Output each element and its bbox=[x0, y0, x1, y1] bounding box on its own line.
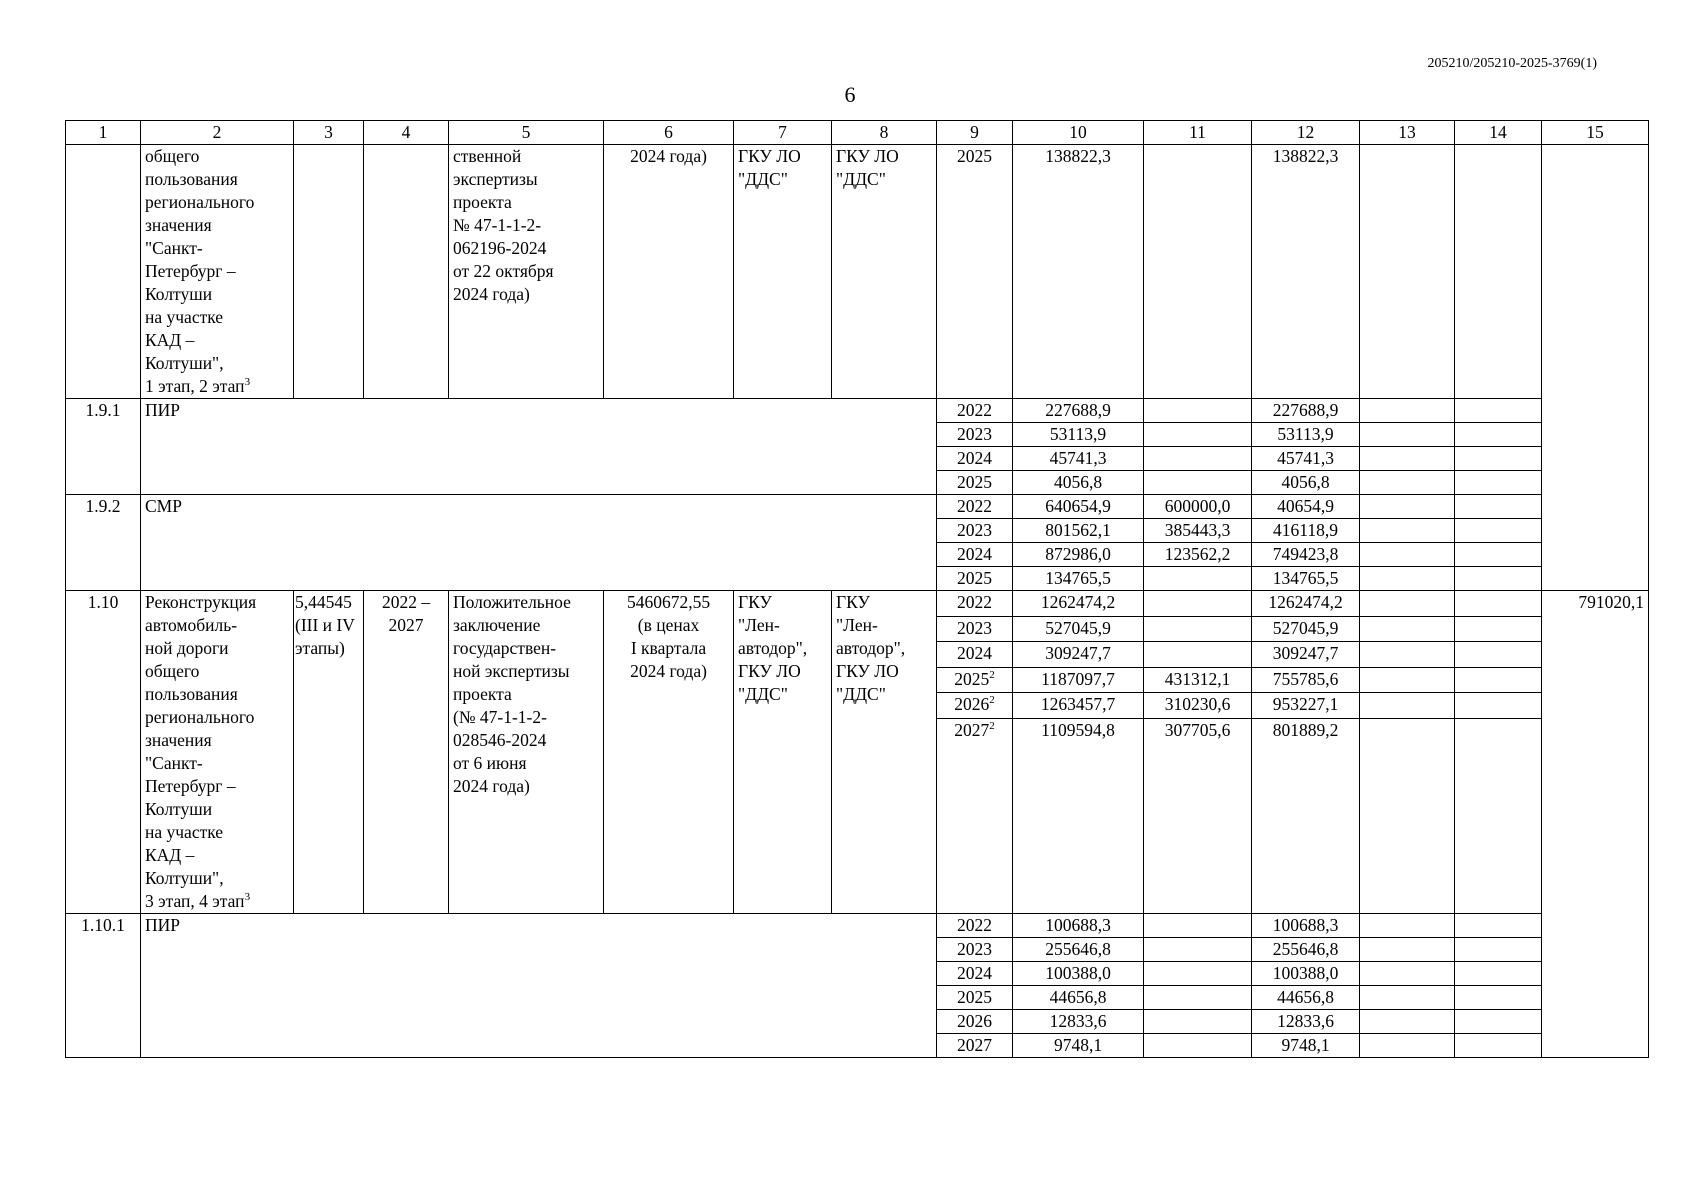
year-cell: 2024 bbox=[937, 642, 1013, 668]
col13-cell bbox=[1360, 447, 1455, 471]
object-period: 2022 – 2027 bbox=[364, 591, 449, 914]
object-1-9-continuation-row bbox=[66, 145, 1649, 399]
year-cell: 2026 bbox=[937, 1010, 1013, 1034]
federal-cell bbox=[1144, 1034, 1252, 1058]
federal-cell: 307705,6 bbox=[1144, 718, 1252, 913]
col13-cell bbox=[1360, 471, 1455, 495]
col13-cell bbox=[1360, 718, 1455, 913]
col13-cell bbox=[1360, 543, 1455, 567]
col14-cell bbox=[1455, 399, 1542, 423]
year-cell: 2022 bbox=[937, 399, 1013, 423]
federal-cell: 385443,3 bbox=[1144, 519, 1252, 543]
regional-cell: 527045,9 bbox=[1252, 616, 1360, 642]
federal-cell bbox=[1144, 642, 1252, 668]
section-label: СМР bbox=[141, 495, 937, 591]
year-cell: 2025$^2$ bbox=[937, 667, 1013, 693]
regional-cell: 953227,1 bbox=[1252, 693, 1360, 719]
federal-cell bbox=[1144, 962, 1252, 986]
cont-name: общего пользования регионального значения "Санкт- Петербург – Колтуши на участке КАД – Колтуши", 1 этап, 2 этап$^3$ bbox=[141, 145, 294, 399]
col13-cell bbox=[1360, 693, 1455, 719]
year-cell: 2025 bbox=[937, 986, 1013, 1010]
col13-cell bbox=[1360, 616, 1455, 642]
object-name: Реконструкция автомобиль- ной дороги общего пользования регионального значения "Санкт- Петербург – Колтуши на участке КАД – Колтуши", 3 этап, 4 этап$^3$ bbox=[141, 591, 294, 914]
federal-cell bbox=[1144, 914, 1252, 938]
col13-cell bbox=[1360, 1034, 1455, 1058]
header-col-1: 1 bbox=[66, 121, 141, 145]
col13-cell bbox=[1360, 519, 1455, 543]
col13-cell bbox=[1360, 591, 1455, 617]
header-col-11: 11 bbox=[1144, 121, 1252, 145]
section-code: 1.10.1 bbox=[66, 914, 141, 1058]
cont-code bbox=[66, 145, 141, 399]
regional-cell: 227688,9 bbox=[1252, 399, 1360, 423]
total-cell: 4056,8 bbox=[1013, 471, 1144, 495]
header-col-10: 10 bbox=[1013, 121, 1144, 145]
col14-cell bbox=[1455, 693, 1542, 719]
section-label: ПИР bbox=[141, 914, 937, 1058]
year-cell: 2023 bbox=[937, 938, 1013, 962]
object-col15: 791020,1 bbox=[1542, 591, 1649, 1058]
total-cell: 45741,3 bbox=[1013, 447, 1144, 471]
col14-cell bbox=[1455, 471, 1542, 495]
total-cell: 640654,9 bbox=[1013, 495, 1144, 519]
federal-cell bbox=[1144, 591, 1252, 617]
header-col-13: 13 bbox=[1360, 121, 1455, 145]
total-cell: 1187097,7 bbox=[1013, 667, 1144, 693]
year-cell: 2022 bbox=[937, 914, 1013, 938]
header-col-6: 6 bbox=[604, 121, 734, 145]
header-col-15: 15 bbox=[1542, 121, 1649, 145]
page-number: 6 bbox=[844, 82, 856, 107]
col13-cell bbox=[1360, 642, 1455, 668]
total-cell: 44656,8 bbox=[1013, 986, 1144, 1010]
header-col-3: 3 bbox=[294, 121, 364, 145]
federal-cell bbox=[1144, 986, 1252, 1010]
total-cell: 309247,7 bbox=[1013, 642, 1144, 668]
col14-cell bbox=[1455, 986, 1542, 1010]
object-cost: 5460672,55 (в ценах I квартала 2024 года) bbox=[604, 591, 734, 914]
header-col-4: 4 bbox=[364, 121, 449, 145]
regional-cell: 100388,0 bbox=[1252, 962, 1360, 986]
regional-cell: 134765,5 bbox=[1252, 567, 1360, 591]
regional-cell: 100688,3 bbox=[1252, 914, 1360, 938]
header-col-7: 7 bbox=[734, 121, 832, 145]
col14-cell bbox=[1455, 667, 1542, 693]
col13-cell bbox=[1360, 986, 1455, 1010]
regional-cell: 12833,6 bbox=[1252, 1010, 1360, 1034]
col13-cell bbox=[1360, 1010, 1455, 1034]
total-cell: 53113,9 bbox=[1013, 423, 1144, 447]
year-cell: 2027 bbox=[937, 1034, 1013, 1058]
regional-cell: 755785,6 bbox=[1252, 667, 1360, 693]
year-cell: 2022 bbox=[937, 591, 1013, 617]
federal-cell bbox=[1144, 423, 1252, 447]
year-cell: 2027$^2$ bbox=[937, 718, 1013, 913]
col13-cell bbox=[1360, 914, 1455, 938]
year-cell: 2026$^2$ bbox=[937, 693, 1013, 719]
col14-cell bbox=[1455, 642, 1542, 668]
regional-cell: 801889,2 bbox=[1252, 718, 1360, 913]
col14-cell bbox=[1455, 962, 1542, 986]
federal-cell bbox=[1144, 938, 1252, 962]
year-cell: 2023 bbox=[937, 423, 1013, 447]
federal-cell bbox=[1144, 447, 1252, 471]
cont-regional: 138822,3 bbox=[1252, 145, 1360, 399]
row-1-10-1-2022 bbox=[66, 914, 1649, 938]
col14-cell bbox=[1455, 718, 1542, 913]
col14-cell bbox=[1455, 938, 1542, 962]
regional-cell: 45741,3 bbox=[1252, 447, 1360, 471]
col13-cell bbox=[1360, 667, 1455, 693]
regional-cell: 309247,7 bbox=[1252, 642, 1360, 668]
total-cell: 227688,9 bbox=[1013, 399, 1144, 423]
col14-cell bbox=[1455, 914, 1542, 938]
header-col-2: 2 bbox=[141, 121, 294, 145]
cont-col14 bbox=[1455, 145, 1542, 399]
header-col-12: 12 bbox=[1252, 121, 1360, 145]
federal-cell bbox=[1144, 567, 1252, 591]
col14-cell bbox=[1455, 495, 1542, 519]
federal-cell bbox=[1144, 1010, 1252, 1034]
header-row bbox=[66, 121, 1649, 145]
col14-cell bbox=[1455, 543, 1542, 567]
col13-cell bbox=[1360, 423, 1455, 447]
total-cell: 134765,5 bbox=[1013, 567, 1144, 591]
total-cell: 100388,0 bbox=[1013, 962, 1144, 986]
total-cell: 527045,9 bbox=[1013, 616, 1144, 642]
cont-year: 2025 bbox=[937, 145, 1013, 399]
cont-price-note: 2024 года) bbox=[604, 145, 734, 399]
year-cell: 2023 bbox=[937, 616, 1013, 642]
total-cell: 100688,3 bbox=[1013, 914, 1144, 938]
federal-cell bbox=[1144, 399, 1252, 423]
total-cell: 801562,1 bbox=[1013, 519, 1144, 543]
col14-cell bbox=[1455, 447, 1542, 471]
row-1-9-2-2022 bbox=[66, 495, 1649, 519]
cont-total: 138822,3 bbox=[1013, 145, 1144, 399]
year-cell: 2025 bbox=[937, 567, 1013, 591]
total-cell: 1262474,2 bbox=[1013, 591, 1144, 617]
cont-period bbox=[364, 145, 449, 399]
year-cell: 2022 bbox=[937, 495, 1013, 519]
object-length: 5,44545 (III и IV этапы) bbox=[294, 591, 364, 914]
object-expertise: Положительное заключение государствен- ной экспертизы проекта (№ 47-1-1-2- 028546-2024 от 6 июня 2024 года) bbox=[449, 591, 604, 914]
col13-cell bbox=[1360, 495, 1455, 519]
section-code: 1.9.2 bbox=[66, 495, 141, 591]
cont-expertise: ственной экспертизы проекта № 47-1-1-2- 062196-2024 от 22 октября 2024 года) bbox=[449, 145, 604, 399]
section-label: ПИР bbox=[141, 399, 937, 495]
object-builder: ГКУ "Лен- автодор", ГКУ ЛО "ДДС" bbox=[832, 591, 937, 914]
federal-cell: 123562,2 bbox=[1144, 543, 1252, 567]
object-code: 1.10 bbox=[66, 591, 141, 914]
col14-cell bbox=[1455, 567, 1542, 591]
col13-cell bbox=[1360, 962, 1455, 986]
year-cell: 2025 bbox=[937, 471, 1013, 495]
year-cell: 2023 bbox=[937, 519, 1013, 543]
cont-col13 bbox=[1360, 145, 1455, 399]
total-cell: 1263457,7 bbox=[1013, 693, 1144, 719]
cont-federal bbox=[1144, 145, 1252, 399]
section-code: 1.9.1 bbox=[66, 399, 141, 495]
regional-cell: 4056,8 bbox=[1252, 471, 1360, 495]
federal-cell bbox=[1144, 616, 1252, 642]
header-col-9: 9 bbox=[937, 121, 1013, 145]
object-customer: ГКУ "Лен- автодор", ГКУ ЛО "ДДС" bbox=[734, 591, 832, 914]
regional-cell: 9748,1 bbox=[1252, 1034, 1360, 1058]
total-cell: 255646,8 bbox=[1013, 938, 1144, 962]
federal-cell: 310230,6 bbox=[1144, 693, 1252, 719]
col14-cell bbox=[1455, 519, 1542, 543]
regional-cell: 255646,8 bbox=[1252, 938, 1360, 962]
col13-cell bbox=[1360, 399, 1455, 423]
cont-col15 bbox=[1542, 145, 1649, 591]
col14-cell bbox=[1455, 1010, 1542, 1034]
total-cell: 872986,0 bbox=[1013, 543, 1144, 567]
row-1-10-2022 bbox=[66, 591, 1649, 617]
header-col-5: 5 bbox=[449, 121, 604, 145]
col14-cell bbox=[1455, 1034, 1542, 1058]
federal-cell bbox=[1144, 471, 1252, 495]
col13-cell bbox=[1360, 938, 1455, 962]
federal-cell: 431312,1 bbox=[1144, 667, 1252, 693]
total-cell: 12833,6 bbox=[1013, 1010, 1144, 1034]
header-col-8: 8 bbox=[832, 121, 937, 145]
regional-cell: 53113,9 bbox=[1252, 423, 1360, 447]
cont-customer: ГКУ ЛО "ДДС" bbox=[734, 145, 832, 399]
document-id: 205210/205210-2025-3769(1) bbox=[1427, 56, 1597, 71]
row-1-9-1-2022 bbox=[66, 399, 1649, 423]
col14-cell bbox=[1455, 591, 1542, 617]
federal-cell: 600000,0 bbox=[1144, 495, 1252, 519]
regional-cell: 44656,8 bbox=[1252, 986, 1360, 1010]
regional-cell: 416118,9 bbox=[1252, 519, 1360, 543]
header-col-14: 14 bbox=[1455, 121, 1542, 145]
cont-length bbox=[294, 145, 364, 399]
col14-cell bbox=[1455, 423, 1542, 447]
year-cell: 2024 bbox=[937, 962, 1013, 986]
regional-cell: 1262474,2 bbox=[1252, 591, 1360, 617]
col14-cell bbox=[1455, 616, 1542, 642]
year-cell: 2024 bbox=[937, 447, 1013, 471]
regional-cell: 749423,8 bbox=[1252, 543, 1360, 567]
total-cell: 9748,1 bbox=[1013, 1034, 1144, 1058]
year-cell: 2024 bbox=[937, 543, 1013, 567]
col13-cell bbox=[1360, 567, 1455, 591]
program-table bbox=[65, 120, 1649, 1058]
regional-cell: 40654,9 bbox=[1252, 495, 1360, 519]
cont-builder: ГКУ ЛО "ДДС" bbox=[832, 145, 937, 399]
total-cell: 1109594,8 bbox=[1013, 718, 1144, 913]
